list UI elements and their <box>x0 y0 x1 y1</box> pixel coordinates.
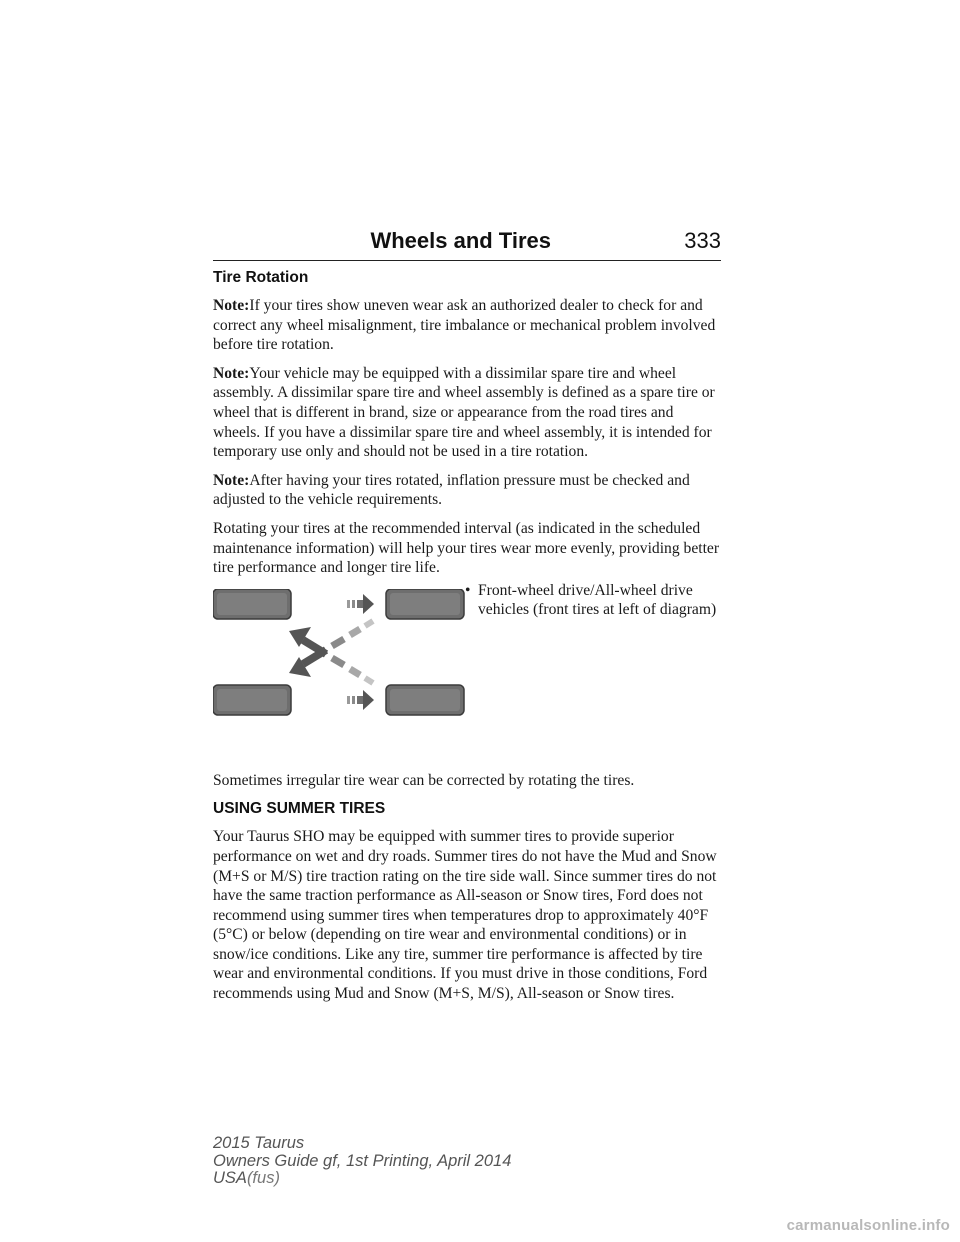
summer-tires-paragraph: Your Taurus SHO may be equipped with summer tires to provide superior performance on wet and dry roads. Summer tires do not have the Mud and Snow (M+S or M/S) tire traction rating on the tire side wall. Since summer tires do not have the same traction performance as All-season or Snow tires, Ford does not recommend using summer tires when temperatures drop to approximately 40°F (5°C) or below (depending on tire wear and environmental conditions) or in snow/ice conditions. Like any tire, summer tire performance is affected by tire wear and environmental conditions. If you must drive in those conditions, Ford recommends using Mud and Snow (M+S, M/S), All-season or Snow tires. <box>213 828 717 1003</box>
footer-market-line <box>213 1170 613 1188</box>
note-paragraph-1 <box>213 296 723 355</box>
note-label: Note: <box>213 471 250 489</box>
bullet-marker: • <box>465 581 471 599</box>
section-heading-summer-tires: USING SUMMER TIRES <box>213 800 386 818</box>
footer-region: (fus) <box>246 1169 280 1187</box>
page-number: 333 <box>684 228 721 253</box>
chapter-title: Wheels and Tires <box>370 228 551 253</box>
tire-rear-right <box>386 685 464 715</box>
tire-rotation-diagram <box>213 589 468 719</box>
footer-model: 2015 Taurus <box>213 1134 305 1152</box>
note-label: Note: <box>213 297 250 314</box>
note-text: After having your tires rotated, inflation pressure must be checked and adjusted to the vehicle requirements. <box>213 471 690 509</box>
rotation-interval-paragraph: Rotating your tires at the recommended interval (as indicated in the scheduled maintenance information) will help your tires wear more evenly, providing better tire performance and longer tire life. <box>213 519 720 577</box>
note-text: If your tires show uneven wear ask an authorized dealer to check for and correct any wheel misalignment, tire imbalance or mechanical problem involved before tire rotation. <box>213 297 716 354</box>
tire-front-left <box>213 589 291 619</box>
note-paragraph-2 <box>213 364 723 462</box>
footer-guide-edition: Owners Guide gf, 1st Printing, April 2014 <box>213 1151 512 1170</box>
tire-front-right <box>386 589 464 619</box>
irregular-wear-paragraph: Sometimes irregular tire wear can be corrected by rotating the tires. <box>213 771 635 789</box>
section-heading-tire-rotation: Tire Rotation <box>213 269 309 286</box>
page-footer <box>213 1135 613 1188</box>
tire-rear-left <box>213 685 291 715</box>
page-header <box>213 227 721 261</box>
arrow-top-straight <box>347 594 374 614</box>
bullet-item-fwd-awd: Front-wheel drive/All-wheel drive vehicles (front tires at left of diagram) <box>478 581 717 619</box>
note-text: Your vehicle may be equipped with a dissimilar spare tire and wheel assembly. A dissimilar spare tire and wheel assembly is defined as a spare tire or wheel that is different in brand, size or appearance from the road tires and wheels. If you have a dissimilar spare tire and wheel assembly, it is intended for temporary use only and should not be used in a tire rotation. <box>213 364 715 461</box>
arrow-bottom-straight <box>347 690 374 710</box>
note-paragraph-3 <box>213 471 723 510</box>
site-watermark: carmanualsonline.info <box>786 1217 950 1234</box>
bullet-list <box>465 581 725 620</box>
page-content <box>213 268 723 1013</box>
note-label: Note: <box>213 364 250 382</box>
footer-market: USA <box>213 1169 247 1187</box>
rotation-figure-row <box>213 581 723 761</box>
